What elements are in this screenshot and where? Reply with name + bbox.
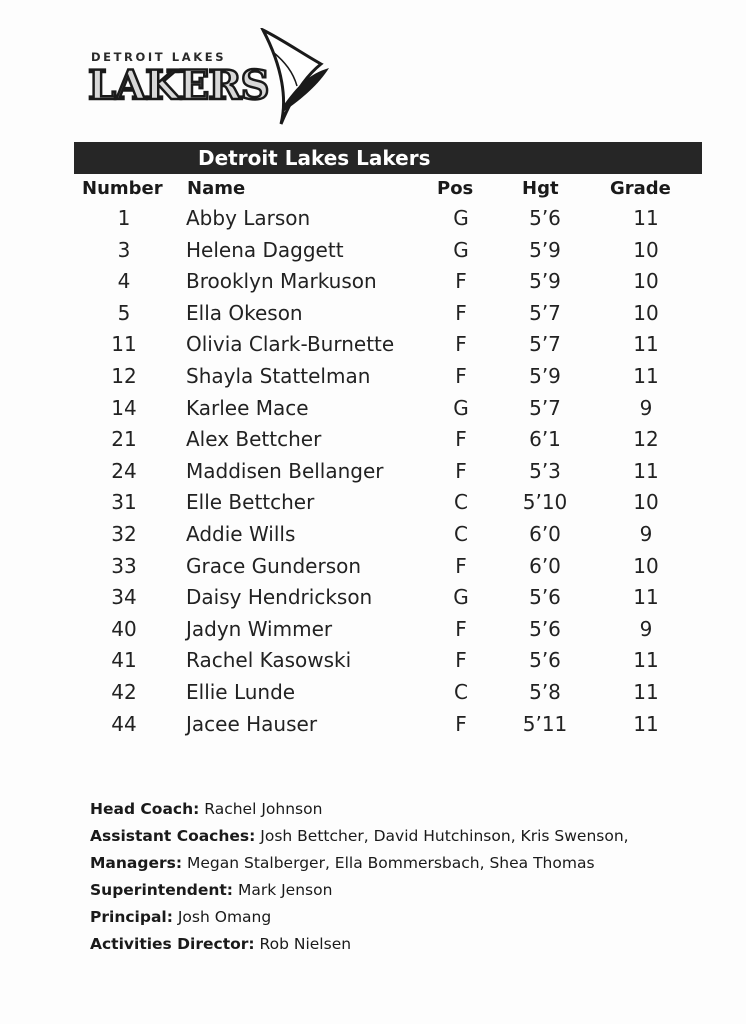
player-height: 6’1 [529,427,561,452]
player-number: 1 [117,206,131,230]
player-grade: 11 [633,711,659,736]
staff-value: Josh Bettcher, David Hutchinson, Kris Swenson, [260,827,629,845]
player-pos: G [453,585,469,610]
player-pos: F [455,363,467,388]
player-height: 5’6 [529,585,561,610]
player-name: Jacee Hauser [186,711,318,736]
player-number: 34 [111,585,137,610]
player-height: 5’9 [529,269,561,294]
player-number: 24 [111,458,137,483]
player-name: Shayla Stattelman [186,363,371,388]
player-number: 5 [117,300,131,325]
staff-value: Mark Jenson [237,881,333,899]
player-grade: 9 [639,521,653,546]
player-pos: G [453,237,469,262]
player-grade: 9 [639,395,653,420]
staff-line-assistant-coaches [90,827,629,854]
team-logo [88,28,338,128]
player-grade: 11 [633,585,659,610]
player-name: Karlee Mace [186,395,309,420]
player-pos: G [453,395,469,420]
player-grade: 11 [633,648,659,673]
table-row [74,644,702,676]
player-number: 12 [111,363,137,388]
player-number: 14 [111,395,137,420]
player-grade: 11 [633,206,659,230]
staff-line-superintendent [90,881,629,908]
logo-wordmark: LAKERS [88,62,269,109]
staff-line-activities-director [90,935,629,962]
player-name: Daisy Hendrickson [186,585,373,610]
player-pos: F [455,332,467,357]
staff-value: Megan Stalberger, Ella Bommersbach, Shea Thomas [187,854,595,872]
player-height: 5’6 [529,616,561,641]
player-pos: F [455,458,467,483]
player-name: Brooklyn Markuson [186,269,377,294]
table-row [74,518,702,550]
player-height: 6’0 [529,521,561,546]
player-pos: F [455,553,467,578]
player-grade: 11 [633,363,659,388]
player-pos: G [453,206,469,230]
player-grade: 11 [633,679,659,704]
player-name: Abby Larson [186,206,311,230]
player-number: 21 [111,427,137,452]
player-name: Jadyn Wimmer [186,616,333,641]
player-number: 44 [111,711,137,736]
header-name: Name [187,178,246,199]
player-height: 5’10 [522,490,568,515]
player-grade: 11 [633,332,659,357]
table-row [74,550,702,582]
player-grade: 9 [639,616,653,641]
player-name: Helena Daggett [186,237,344,262]
player-height: 5’7 [529,395,561,420]
staff-line-head-coach [90,800,629,827]
staff-label: Managers: [90,854,183,872]
roster-title-bar [74,142,702,174]
player-name: Maddisen Bellanger [186,458,384,483]
table-row [74,676,702,708]
player-height: 5’6 [529,206,561,230]
staff-value: Josh Omang [177,908,272,926]
player-number: 3 [117,237,131,262]
player-height: 5’9 [529,237,561,262]
player-pos: C [454,679,468,704]
table-row [74,455,702,487]
player-name: Ella Okeson [186,300,303,325]
player-height: 5’11 [522,711,568,736]
player-grade: 10 [633,300,659,325]
player-number: 42 [111,679,137,704]
player-grade: 10 [633,237,659,262]
player-number: 33 [111,553,137,578]
logo-top-text: DETROIT LAKES [91,50,227,64]
table-row [74,265,702,297]
table-row [74,423,702,455]
staff-value: Rachel Johnson [204,800,323,818]
player-height: 5’3 [529,458,561,483]
staff-label: Principal: [90,908,173,926]
table-row [74,297,702,329]
staff-label: Activities Director: [90,935,255,953]
player-height: 5’6 [529,648,561,673]
player-number: 4 [117,269,131,294]
player-height: 5’9 [529,363,561,388]
player-name: Grace Gunderson [186,553,362,578]
player-number: 40 [111,616,137,641]
player-height: 5’8 [529,679,561,704]
player-name: Alex Bettcher [186,427,322,452]
player-name: Addie Wills [186,521,296,546]
staff-label: Head Coach: [90,800,200,818]
player-grade: 11 [633,458,659,483]
player-height: 5’7 [529,300,561,325]
header-grade: Grade [610,178,671,199]
roster-title: Detroit Lakes Lakers [198,146,431,170]
table-row [74,234,702,266]
laker-fin-icon [253,28,335,126]
player-pos: F [455,616,467,641]
player-number: 32 [111,521,137,546]
player-name: Rachel Kasowski [186,648,352,673]
table-row [74,360,702,392]
player-grade: 10 [633,553,659,578]
player-pos: F [455,711,467,736]
staff-label: Assistant Coaches: [90,827,256,845]
player-name: Ellie Lunde [186,679,296,704]
player-pos: C [454,521,468,546]
player-grade: 10 [633,490,659,515]
staff-label: Superintendent: [90,881,234,899]
table-row [74,613,702,645]
staff-line-principal [90,908,629,935]
staff-value: Rob Nielsen [259,935,352,953]
header-hgt: Hgt [522,178,559,199]
player-pos: C [454,490,468,515]
player-name: Elle Bettcher [186,490,315,515]
player-pos: F [455,427,467,452]
player-number: 11 [111,332,137,357]
table-row [74,392,702,424]
table-row [74,202,702,234]
player-name: Olivia Clark-Burnette [186,332,395,357]
player-number: 41 [111,648,137,673]
player-grade: 12 [633,427,659,452]
player-pos: F [455,648,467,673]
header-number: Number [82,178,163,199]
player-grade: 10 [633,269,659,294]
player-height: 5’7 [529,332,561,357]
table-row [74,708,702,740]
header-pos: Pos [437,178,474,199]
player-number: 31 [111,490,137,515]
staff-list [90,800,629,962]
table-row [74,581,702,613]
table-row [74,486,702,518]
player-height: 6’0 [529,553,561,578]
player-pos: F [455,269,467,294]
staff-line-managers [90,854,629,881]
roster-table [74,202,702,739]
table-row [74,328,702,360]
player-pos: F [455,300,467,325]
